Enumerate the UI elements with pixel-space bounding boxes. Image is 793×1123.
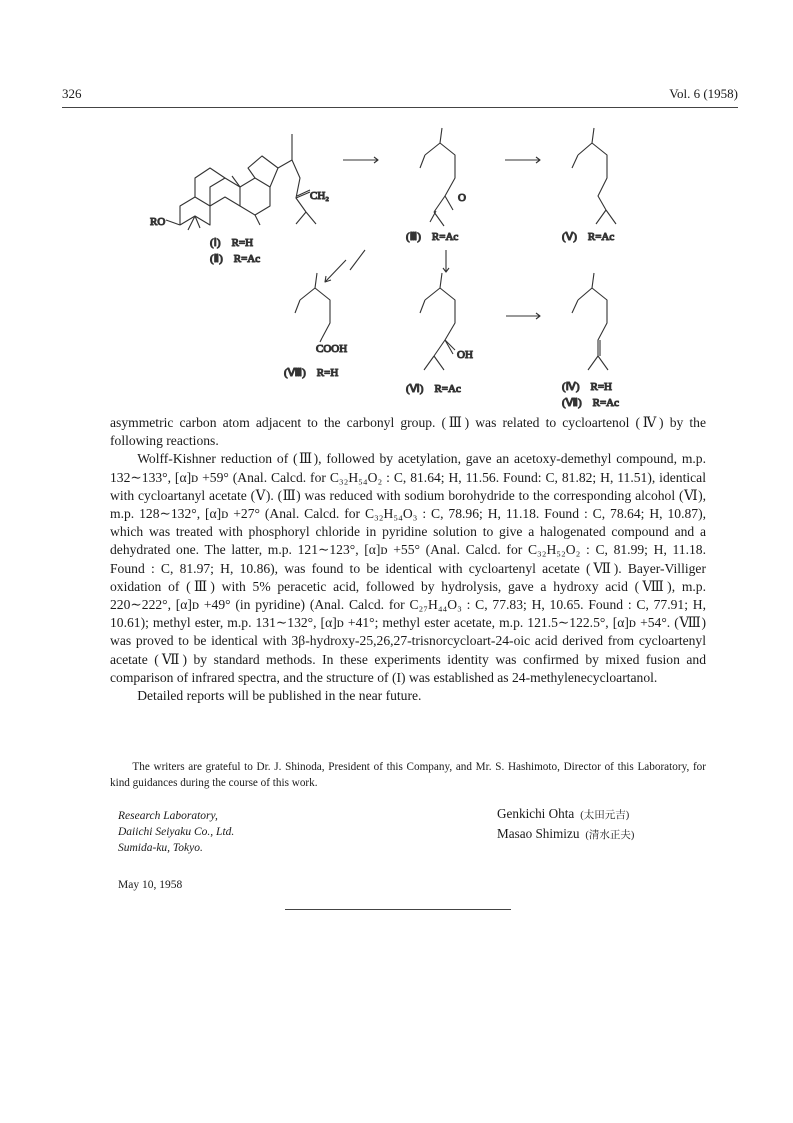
svg-text:O: O [458, 192, 466, 204]
reaction-arrow [325, 260, 346, 282]
structure-iii [406, 128, 466, 243]
author-list [497, 805, 634, 844]
svg-text:(Ⅱ) R=Ac: (Ⅱ) R=Ac [210, 253, 261, 265]
author-name: Genkichi Ohta [497, 806, 575, 821]
svg-text:(Ⅳ) R=H: (Ⅳ) R=H [562, 381, 612, 393]
affiliation-line: Research Laboratory, [118, 810, 218, 822]
structure-vi [406, 273, 473, 395]
paragraph: Detailed reports will be published in the near future. [137, 688, 422, 704]
svg-text:(Ⅵ) R=Ac: (Ⅵ) R=Ac [406, 383, 461, 395]
svg-text:CH₂: CH₂ [310, 190, 330, 202]
structure-v [562, 128, 616, 243]
article-body [110, 414, 706, 705]
svg-text:(Ⅶ) R=Ac: (Ⅶ) R=Ac [562, 397, 620, 409]
svg-text:(Ⅲ) R=Ac: (Ⅲ) R=Ac [406, 231, 459, 243]
reaction-scheme [150, 120, 670, 420]
author-name: Masao Shimizu [497, 825, 580, 841]
svg-text:(Ⅴ) R=Ac: (Ⅴ) R=Ac [562, 231, 615, 243]
structure-iv [562, 273, 619, 409]
affiliation-line: Sumida-ku, Tokyo. [118, 842, 203, 854]
author-entry [497, 805, 634, 825]
reaction-scheme-drawing [150, 120, 670, 420]
affiliation [118, 808, 234, 856]
svg-text:COOH: COOH [316, 343, 348, 355]
acknowledgement: The writers are grateful to Dr. J. Shinoda, President of this Company, and Mr. S. Hashimoto, Director of this Laboratory, for kind guidances during the course of this work. [110, 761, 706, 789]
page-header [62, 86, 738, 106]
received-date: May 10, 1958 [118, 879, 183, 891]
author-name-cjk: (清水正夫) [585, 829, 635, 841]
author-name-cjk: (太田元吉) [580, 810, 630, 821]
reaction-arrow [350, 250, 365, 270]
page-number: 326 [62, 86, 82, 101]
paragraph: asymmetric carbon atom adjacent to the carbonyl group. (Ⅲ) was related to cycloartenol (Ⅳ) by the following reactions. [110, 415, 706, 449]
header-rule [62, 107, 738, 108]
volume-label: Vol. 6 (1958) [669, 86, 738, 101]
svg-text:(Ⅷ) R=H: (Ⅷ) R=H [284, 367, 339, 379]
affiliation-line: Daiichi Seiyaku Co., Ltd. [118, 826, 235, 838]
end-rule [285, 909, 511, 910]
svg-text:OH: OH [457, 349, 473, 361]
author-entry [497, 825, 634, 845]
svg-text:RO: RO [150, 216, 166, 228]
paragraph: Wolff-Kishner reduction of (Ⅲ), followed by acetylation, gave an acetoxy-demethyl compound, m.p. 132∼133°, [α]ᴅ +59° (Anal. Calcd. for C₃₂H₅₄O₂ : C, 81.64; H, 11.56. Found: C, 81.82; H, 11.51), identical with cycloartanyl acetate (Ⅴ). (Ⅲ) was reduced with sodium borohydride to the corresponding alcohol (Ⅵ), m.p. 128∼132°, [α]ᴅ +27° (Anal. Calcd. for C₃₂H₅₄O₃ : C, 78.96; H, 11.18. Found : C, 78.64; H, 10.87), which was treated with phosphoryl chloride in pyridine solution to give a halogenated compound and a dehydrated one. The latter, m.p. 121∼123°, [α]ᴅ +55° (Anal. Calcd. for C₃₂H₅₂O₂ : C, 81.99; H, 11.18. Found : C, 81.97; H, 10.86), was found to be identical with cycloartenyl acetate (Ⅶ). Bayer-Villiger oxidation of (Ⅲ) with 5% peracetic acid, followed by hydrolysis, gave a hydroxy acid (Ⅷ), m.p. 220∼222°, [α]ᴅ +49° (in pyridine) (Anal. Calcd. for C₂₇H₄₄O₃ : C, 77.83; H, 10.65. Found : C, 77.91; H, 10.61); methyl ester, m.p. 131∼132°, [α]ᴅ +41°; methyl ester acetate, m.p. 121.5∼122.5°, [α]ᴅ +54°. (Ⅷ) was proved to be identical with 3β-hydroxy-25,26,27-trisnorcycloart-24-oic acid derived from cycloartenyl acetate (Ⅶ) by standard methods. In these experiments identity was confirmed by mixed fusion and comparison of infrared spectra, and the structure of (I) was established as 24-methylenecycloartanol. [110, 451, 706, 685]
svg-text:(Ⅰ) R=H: (Ⅰ) R=H [210, 237, 254, 249]
structure-viii [284, 273, 347, 379]
structure-i [150, 134, 329, 265]
